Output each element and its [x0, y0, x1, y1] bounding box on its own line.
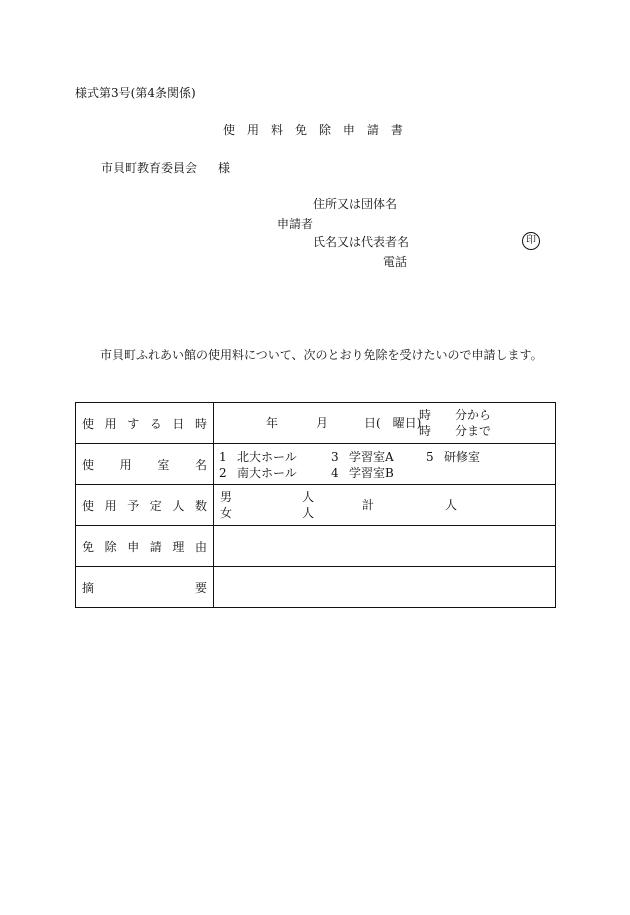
- title-char: 免: [294, 123, 307, 137]
- table-row: [76, 444, 556, 485]
- room-option[interactable]: 学習室B: [349, 466, 394, 480]
- male-label: 男: [220, 490, 233, 504]
- title-char: 使: [223, 123, 236, 137]
- row-label-datetime: 使 用 す る 日 時: [76, 403, 214, 444]
- total-label: 計: [362, 498, 375, 512]
- request-statement: 市貝町ふれあい館の使用料について、次のとおり免除を受けたいので申請します。: [100, 348, 543, 362]
- table-row: [76, 485, 556, 526]
- room-field[interactable]: [214, 444, 556, 485]
- title-char: 除: [318, 123, 331, 137]
- year-label: 年: [266, 416, 279, 430]
- phone-label: 電話: [383, 255, 408, 269]
- remarks-field[interactable]: [214, 567, 556, 608]
- month-label: 月: [316, 416, 329, 430]
- person-unit: 人: [302, 506, 315, 520]
- row-label-headcount: 使 用 予 定 人 数: [76, 485, 214, 526]
- table-row: [76, 526, 556, 567]
- room-option[interactable]: 南大ホール: [237, 466, 297, 480]
- person-unit: 人: [302, 490, 315, 504]
- title-char: 請: [366, 123, 379, 137]
- addressee-honorific: 様: [218, 161, 231, 175]
- name-label: 氏名又は代表者名: [313, 235, 410, 249]
- table-row: [76, 403, 556, 444]
- form-number: 様式第3号(第4条関係): [75, 86, 196, 100]
- room-option-number: 1: [219, 450, 227, 464]
- addressee-name: 市貝町教育委員会: [101, 161, 198, 175]
- room-option-number: 5: [426, 450, 434, 464]
- title-char: 申: [342, 123, 355, 137]
- headcount-field[interactable]: [214, 485, 556, 526]
- title-char: 料: [270, 123, 283, 137]
- person-unit: 人: [445, 498, 458, 512]
- row-label-reason: 免 除 申 請 理 由: [76, 526, 214, 567]
- application-table: [75, 402, 556, 608]
- room-option-number: 3: [331, 450, 339, 464]
- title-char: 用: [246, 123, 259, 137]
- room-option[interactable]: 学習室A: [349, 450, 394, 464]
- minute-from-label: 分から: [455, 408, 492, 422]
- row-label-remarks: 摘 要: [76, 567, 214, 608]
- room-option[interactable]: 研修室: [444, 450, 481, 464]
- seal-mark: 印: [522, 232, 540, 250]
- room-option-number: 4: [331, 466, 339, 480]
- table-row: [76, 567, 556, 608]
- datetime-field[interactable]: [214, 403, 556, 444]
- document-title: [223, 124, 403, 136]
- hour-until-label: 時: [419, 424, 432, 438]
- reason-field[interactable]: [214, 526, 556, 567]
- day-weekday-label: 日( 曜日): [364, 416, 422, 430]
- female-label: 女: [220, 506, 233, 520]
- applicant-label: 申請者: [277, 217, 314, 231]
- minute-until-label: 分まで: [455, 424, 492, 438]
- row-label-room: 使 用 室 名: [76, 444, 214, 485]
- room-option[interactable]: 北大ホール: [237, 450, 297, 464]
- title-char: 書: [390, 123, 403, 137]
- address-label: 住所又は団体名: [313, 197, 398, 211]
- room-option-number: 2: [219, 466, 227, 480]
- hour-from-label: 時: [419, 408, 432, 422]
